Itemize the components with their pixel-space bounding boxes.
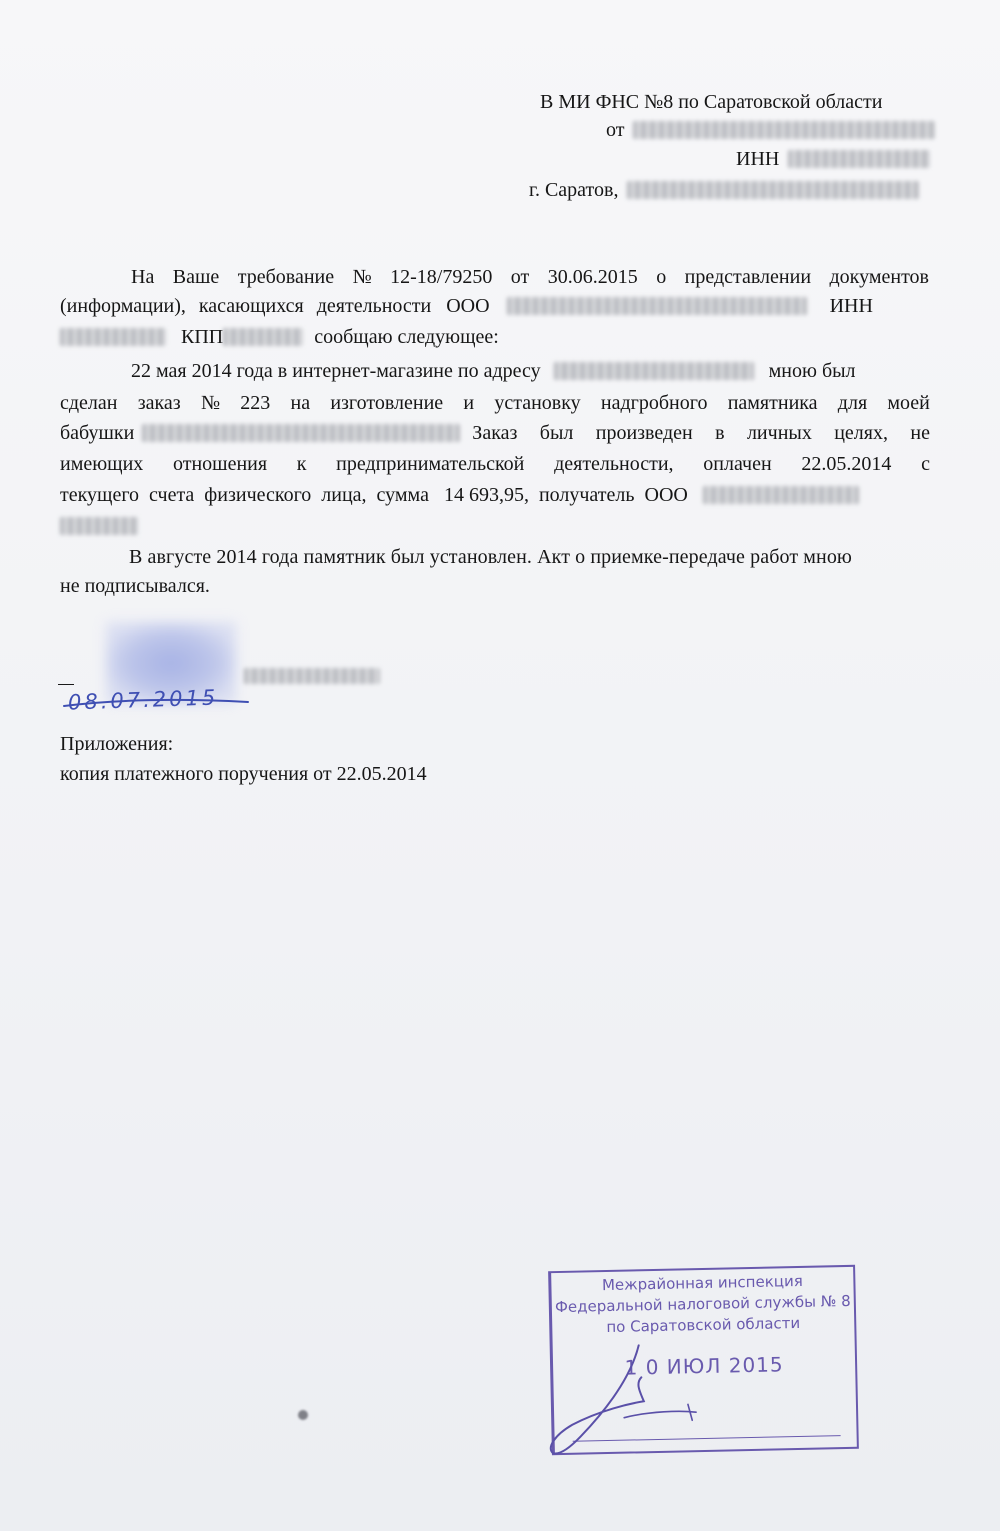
- word: надгробного: [600, 392, 708, 414]
- word: ООО: [446, 295, 490, 317]
- handwritten-date: 08.07.2015: [67, 685, 219, 715]
- redacted-company-kpp: [223, 328, 303, 346]
- stamp-line-2: Федеральной налоговой службы № 8: [554, 1291, 851, 1317]
- paragraph-2-line-3: [60, 421, 930, 445]
- sender-address-line: [529, 178, 919, 202]
- word: личных: [746, 422, 812, 444]
- paragraph-3-line-1: [129, 545, 852, 569]
- word: памятника: [727, 392, 818, 414]
- word: КПП: [181, 326, 224, 348]
- word: бабушки: [60, 422, 135, 444]
- text: не подписывался.: [60, 575, 210, 597]
- word: деятельности: [316, 295, 432, 317]
- word: в: [715, 422, 725, 444]
- redacted-web-address: [554, 362, 754, 380]
- word: требование: [237, 266, 335, 288]
- paper-spot: [298, 1410, 308, 1420]
- stamp-line-3: по Саратовской области: [606, 1313, 801, 1337]
- word: изготовление: [330, 392, 444, 414]
- text: В августе 2014 года памятник был установлен. Акт о приемке-передаче работ мною: [129, 546, 852, 568]
- redacted-signer-name: [244, 668, 380, 684]
- word: произведен: [595, 422, 693, 444]
- redacted-sender-address: [627, 181, 919, 199]
- word: предпринимательской: [336, 453, 525, 475]
- word: Заказ: [472, 422, 518, 444]
- sender-address-prefix: г. Саратов,: [529, 179, 619, 201]
- sender-inn-line: [736, 147, 930, 171]
- word: представлении: [684, 266, 812, 288]
- sender-prefix: от: [606, 119, 625, 141]
- word: о: [656, 266, 667, 288]
- stamp-date: 1 0 ИЮЛ 2015: [624, 1352, 784, 1380]
- paragraph-1-line-1: [131, 265, 929, 289]
- word: целях,: [834, 422, 888, 444]
- redacted-company-name: [507, 297, 807, 315]
- redacted-sender-name: [633, 121, 935, 139]
- word: оплачен: [703, 453, 772, 475]
- paragraph-1-line-3: [60, 325, 499, 349]
- tax-office-stamp: [548, 1265, 859, 1455]
- word: заказ: [137, 392, 181, 414]
- word: отношения: [172, 453, 268, 475]
- word: документов: [829, 266, 929, 288]
- attachments-title-text: Приложения:: [60, 733, 174, 755]
- stamp-line-1: Межрайонная инспекция: [601, 1271, 803, 1295]
- redacted-sender-inn: [788, 150, 930, 168]
- word: 223: [240, 392, 271, 414]
- word: имеющих: [60, 453, 144, 475]
- word: сообщаю следующее:: [314, 326, 499, 348]
- word: от: [510, 266, 530, 288]
- paragraph-1-line-2: [60, 294, 873, 318]
- word: №: [352, 266, 372, 288]
- signature-area: [58, 610, 398, 720]
- word: с: [921, 453, 930, 475]
- text: 22 мая 2014 года в интернет-магазине по адресу: [131, 360, 541, 382]
- word: (информации),: [60, 295, 186, 317]
- redacted-company-inn: [60, 328, 166, 346]
- word: и: [463, 392, 475, 414]
- paragraph-3-line-2: [60, 574, 210, 598]
- word: 12-18/79250: [390, 266, 493, 288]
- word: моей: [887, 392, 930, 414]
- attachments-item-text: копия платежного поручения от 22.05.2014: [60, 763, 427, 785]
- word: №: [200, 392, 221, 414]
- word: Ваше: [172, 266, 220, 288]
- redacted-recipient-name-cont: [60, 517, 138, 535]
- attachments-item: [60, 762, 427, 786]
- paragraph-2-line-2: [60, 391, 930, 415]
- signature-underline: [58, 684, 74, 685]
- word: для: [837, 392, 868, 414]
- sender-line: [606, 118, 935, 142]
- word: к: [296, 453, 307, 475]
- text: текущего счета физического лица, сумма 14 693,95, получатель ООО: [60, 484, 688, 506]
- redacted-grandmother-name: [142, 424, 460, 442]
- paragraph-2-line-3-tail: [472, 421, 930, 445]
- word: не: [910, 422, 930, 444]
- addressee-text: В МИ ФНС №8 по Саратовской области: [540, 91, 883, 113]
- paragraph-2-line-5: [60, 483, 859, 507]
- word: деятельности,: [554, 453, 674, 475]
- paragraph-2-line-6: [60, 514, 138, 538]
- sender-inn-prefix: ИНН: [736, 148, 780, 170]
- word: касающихся: [198, 295, 304, 317]
- attachments-title: [60, 732, 173, 756]
- word: был: [539, 422, 574, 444]
- stamp-handwritten-signature: [537, 1283, 741, 1457]
- word: установку: [494, 392, 581, 414]
- paragraph-2-line-4: [60, 452, 930, 476]
- paragraph-2-line-1: [131, 359, 856, 383]
- word: на: [290, 392, 311, 414]
- text: мною был: [768, 360, 856, 382]
- word: ИНН: [829, 295, 873, 317]
- addressee-line: [540, 90, 882, 114]
- word: 30.06.2015: [547, 266, 638, 288]
- word: На: [131, 266, 155, 288]
- word: 22.05.2014: [801, 453, 892, 475]
- word: сделан: [60, 392, 118, 414]
- redacted-recipient-name: [703, 486, 859, 504]
